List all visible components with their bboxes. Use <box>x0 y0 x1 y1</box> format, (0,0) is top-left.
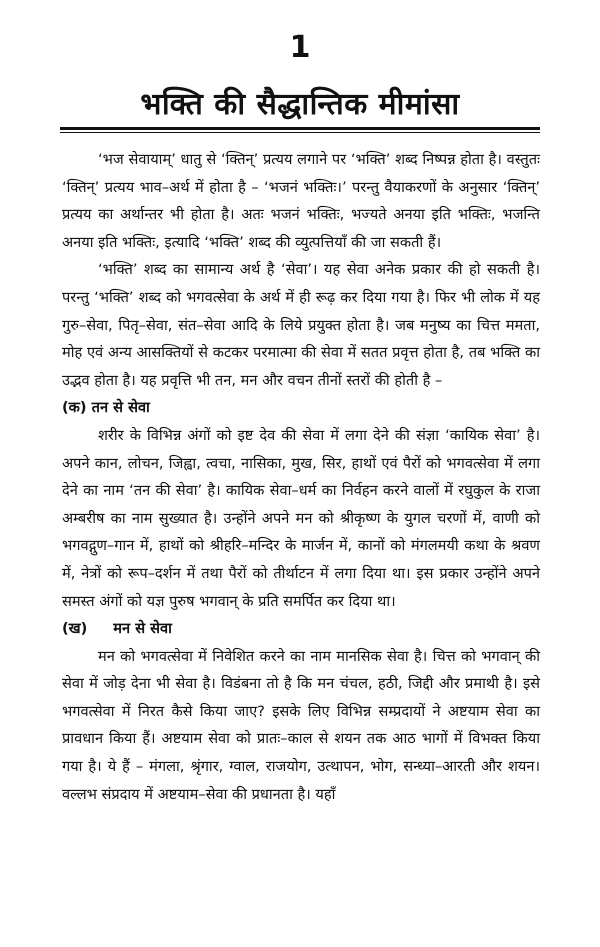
chapter-number: 1 <box>289 30 311 65</box>
paragraph-1: ‘भज सेवायाम्’ धातु से ‘क्तिन्’ प्रत्यय लगाने पर ‘भक्ति’ शब्द निष्पन्न होता है। वस्तुतः ‘क्तिन्’ प्रत्यय भाव–अर्थ में होता है – ‘भजनं भक्तिः।’ परन्तु वैयाकरणों के अनुसार ‘क्तिन्’ प्रत्यय का अर्थान्तर भी होता है। अतः भजनं भक्तिः, भज्यते अनया इति भक्तिः, भजन्ति अनया इति भक्तिः, इत्यादि ‘भक्ति’ शब्द की व्युत्पत्तियाँ की जा सकती हैं। <box>62 151 540 251</box>
paragraph-4: मन को भगवत्सेवा में निवेशित करने का नाम मानसिक सेवा है। चित्त को भगवान् की सेवा में जोड़ देना भी सेवा है। विडंबना तो है कि मन चंचल, हठी, जिद्दी और प्रमाथी है। इसे भगवत्सेवा में निरत कैसे किया जाए? इसके लिए विभिन्न सम्प्रदायों ने अष्टयाम सेवा का प्रावधान किया हैं। अष्टयाम सेवा को प्रातः–काल से शयन तक आठ भागों में विभक्त किया गया है। ये हैं – मंगला, श्रृंगार, ग्वाल, राजयोग, उत्थापन, भोग, सन्ध्या–आरती और शयन। वल्लभ संप्रदाय में अष्टयाम–सेवा की प्रधानता है। यहाँ <box>62 647 540 803</box>
paragraph-3: शरीर के विभिन्न अंगों को इष्ट देव की सेवा में लगा देने की संज्ञा ‘कायिक सेवा’ है। अपने कान, लोचन, जिह्वा, त्वचा, नासिका, मुख, सिर, हाथों एवं पैरों को भगवत्सेवा में लगा देने का नाम ‘तन की सेवा’ है। कायिक सेवा–धर्म का निर्वहन करने वालों में रघुकुल के राजा अम्बरीष का नाम सुख्यात है। उन्होंने अपने मन को श्रीकृष्ण के युगल चरणों में, वाणी को भगवद्गुण–गान में, हाथों को श्रीहरि–मन्दिर के मार्जन में, कानों को मंगलमयी कथा के श्रवण में, नेत्रों को रूप–दर्शन में तथा पैरों को तीर्थाटन में लगा दिया था। इस प्रकार उन्होंने अपने समस्त अंगों को यज्ञ पुरुष भगवान् के प्रति समर्पित कर दिया था। <box>62 426 540 610</box>
title-rule-thick <box>60 127 540 130</box>
section-heading-b-marker: (ख) <box>62 620 88 638</box>
section-heading-b <box>62 615 540 643</box>
title-rule-thin <box>60 132 540 133</box>
section-heading-a: (क) तन से सेवा <box>62 399 150 417</box>
section-heading-b-text: मन से सेवा <box>113 620 172 638</box>
paragraph-2: ‘भक्ति’ शब्द का सामान्य अर्थ है ‘सेवा’। यह सेवा अनेक प्रकार की हो सकती है। परन्तु ‘भक्ति’ शब्द को भगवत्सेवा के अर्थ में ही रूढ़ कर दिया गया है। फिर भी लोक में यह गुरु–सेवा, पितृ–सेवा, संत–सेवा आदि के लिये प्रयुक्त होता है। जब मनुष्य का चित्त ममता, मोह एवं अन्य आसक्तियों से कटकर परमात्मा की सेवा में सतत प्रवृत्त होता है, तब भक्ति का उद्भव होता है। यह प्रवृत्ति भी तन, मन और वचन तीनों स्तरों की होती है – <box>62 261 540 389</box>
body-text <box>62 146 540 808</box>
chapter-title: भक्ति की सैद्धान्तिक मीमांसा <box>140 87 460 122</box>
